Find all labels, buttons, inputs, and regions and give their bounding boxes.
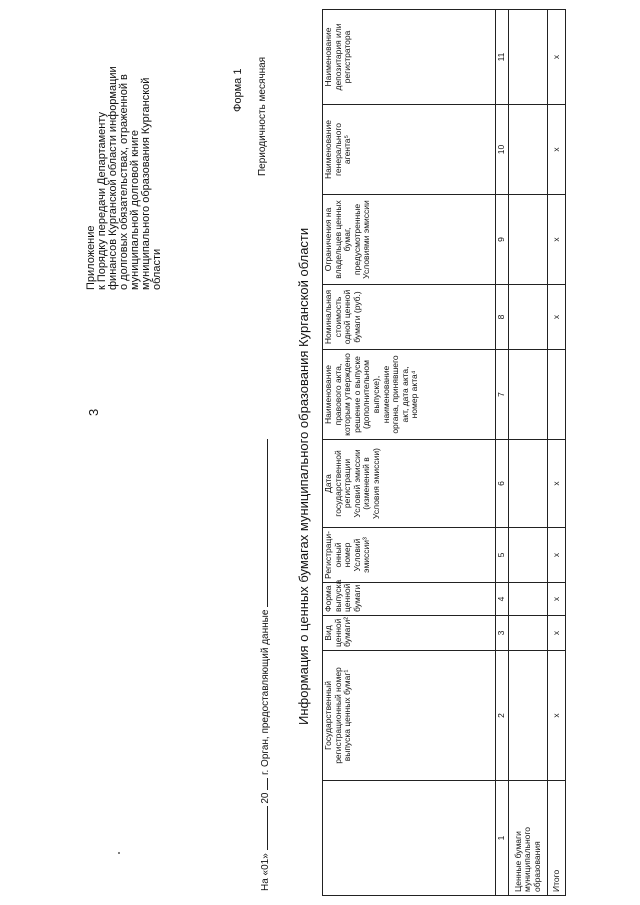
securities-table <box>322 9 566 896</box>
column-header: Дата государственной регистрации Условий эмиссии (изменений в Условия эмиссии) <box>323 440 496 528</box>
column-number: 5 <box>496 528 509 583</box>
column-header: Наименование генерального агента⁵ <box>323 105 496 195</box>
table-cell <box>548 350 566 440</box>
table-cell <box>509 651 548 781</box>
appendix-line: области <box>151 248 163 290</box>
date-blank <box>257 806 268 850</box>
column-header: Наименование депозитария или регистратора <box>323 10 496 105</box>
year-suffix: г. Орган, предоставляющий данные <box>260 609 271 775</box>
column-number: 1 <box>496 781 509 896</box>
table-cell: x <box>548 105 566 195</box>
column-number: 3 <box>496 616 509 651</box>
table-cell: x <box>548 10 566 105</box>
table-cell: x <box>548 285 566 350</box>
column-number: 4 <box>496 583 509 616</box>
column-number: 7 <box>496 350 509 440</box>
appendix-line: финансов Курганской области информации <box>107 66 119 290</box>
column-header: Вид ценной бумаги² <box>323 616 496 651</box>
table-cell: x <box>548 440 566 528</box>
column-header: Регистраци-онный номер Условий эмиссии³ <box>323 528 496 583</box>
total-row <box>548 10 566 896</box>
appendix-heading <box>86 5 163 290</box>
column-header: Ограничения на владельцев ценных бумаг, предусмотренные Условиями эмиссии <box>323 195 496 285</box>
column-number: 11 <box>496 10 509 105</box>
appendix-line: о долговых обязательствах, отраженной в <box>118 74 130 290</box>
table-row <box>509 10 548 896</box>
column-number: 6 <box>496 440 509 528</box>
column-header: Форма выпуска ценной бумаги <box>323 583 496 616</box>
row-label: Ценные бумаги муниципального образования <box>509 781 548 896</box>
table-cell <box>509 440 548 528</box>
table-cell <box>509 616 548 651</box>
year-blank <box>257 778 268 790</box>
column-header: Государственный регистрационный номер выпуска ценных бумаг¹ <box>323 651 496 781</box>
column-number: 2 <box>496 651 509 781</box>
column-number: 9 <box>496 195 509 285</box>
appendix-line: муниципального образования Курганской <box>140 77 152 290</box>
column-number: 10 <box>496 105 509 195</box>
appendix-line: к Порядку передачи Департаменту <box>96 111 108 290</box>
table-cell: x <box>548 195 566 285</box>
year-prefix: 20 <box>260 792 271 804</box>
table-cell <box>509 583 548 616</box>
appendix-line: муниципальной долговой книге <box>129 129 141 290</box>
date-prefix: На «01» <box>260 853 271 891</box>
organ-blank <box>257 439 268 607</box>
table-header-row <box>323 10 496 896</box>
reporting-date <box>257 439 272 891</box>
table-cell <box>509 350 548 440</box>
row-label: Итого <box>548 781 566 896</box>
table-cell: x <box>548 528 566 583</box>
table-cell <box>509 528 548 583</box>
column-header <box>323 781 496 896</box>
column-header: Наименование правового акта, которым утверждено решение о выпуске (дополнительном выпуске), наименование органа, принявшего акт, дата акта, номер акта⁴ <box>323 350 496 440</box>
table-cell <box>509 195 548 285</box>
column-number: 8 <box>496 285 509 350</box>
table-cell <box>509 285 548 350</box>
page-title: Информация о ценных бумагах муниципального образования Курганской области <box>296 227 311 725</box>
table-cell <box>509 105 548 195</box>
column-header: Номинальная стоимость одной ценной бумаги (руб.) <box>323 285 496 350</box>
periodicity: Периодичность месячная <box>257 56 268 176</box>
table-cell <box>509 10 548 105</box>
table-cell: x <box>548 583 566 616</box>
form-label: Форма 1 <box>232 68 244 112</box>
table-cell: x <box>548 616 566 651</box>
table-cell: x <box>548 651 566 781</box>
page-number: 3 <box>86 408 101 416</box>
appendix-line: Приложение <box>85 225 97 290</box>
column-number-row <box>496 10 509 896</box>
